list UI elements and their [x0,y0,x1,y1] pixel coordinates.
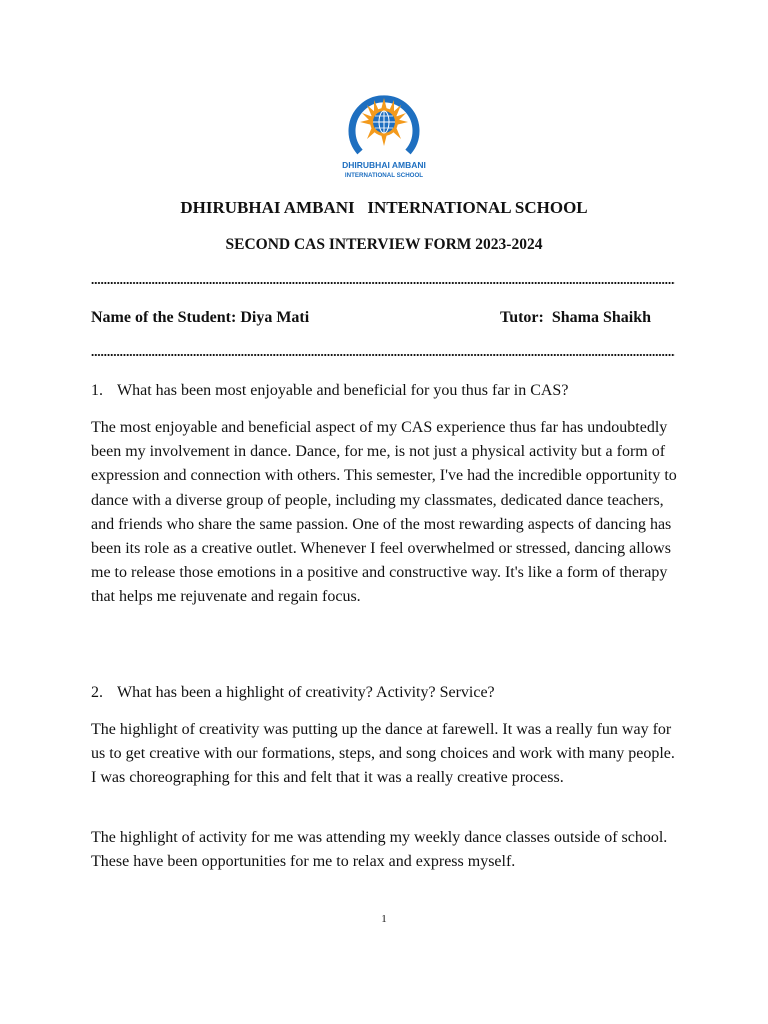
answer-paragraph: The highlight of activity for me was attending my weekly dance classes outside of school. These have been opportunities for me to relax and express myself. [91,829,668,871]
school-logo [330,80,438,182]
question-2 [91,682,691,704]
logo-name-line1: DHIRUBHAI AMBANI [342,160,426,170]
question-1 [91,380,691,402]
student-name: Name of the Student: Diya Mati [91,309,310,326]
school-crest-icon [330,80,438,182]
answer-paragraph: The most enjoyable and beneficial aspect of my CAS experience thus far has undoubtedly been my involvement in dance. Dance, for me, is not just a physical activity but a form of expression and connection with others. This semester, I've had the incredible opportunity to dance with a diverse group of people, including my classmates, dedicated dance teachers, and friends who share the same passion. One of the most rewarding aspects of dancing has been its role as a creative outlet. Whenever I feel overwhelmed or stressed, dancing allows me to release those emotions in a positive and constructive way. It's like a form of therapy that helps me rejuvenate and regain focus. [91,419,677,606]
answer-paragraph: The highlight of creativity was putting up the dance at farewell. It was a really fun way for us to get creative with our formations, steps, and song choices and work with many people. I was choreographing for this and felt that it was a really creative process. [91,721,675,787]
dotted-separator [91,281,675,285]
logo-name-line2: INTERNATIONAL SCHOOL [344,172,424,179]
question-number: 1. [91,382,103,399]
school-name-heading: DHIRUBHAI AMBANI INTERNATIONAL SCHOOL [180,198,588,217]
tutor-name: Tutor: Shama Shaikh [500,309,652,326]
page-number: 1 [381,913,387,925]
form-title-heading: SECOND CAS INTERVIEW FORM 2023-2024 [225,236,543,253]
question-text: What has been a highlight of creativity? Activity? Service? [117,684,495,701]
question-number: 2. [91,684,103,701]
question-text: What has been most enjoyable and beneficial for you thus far in CAS? [117,382,569,399]
dotted-separator [91,353,675,357]
